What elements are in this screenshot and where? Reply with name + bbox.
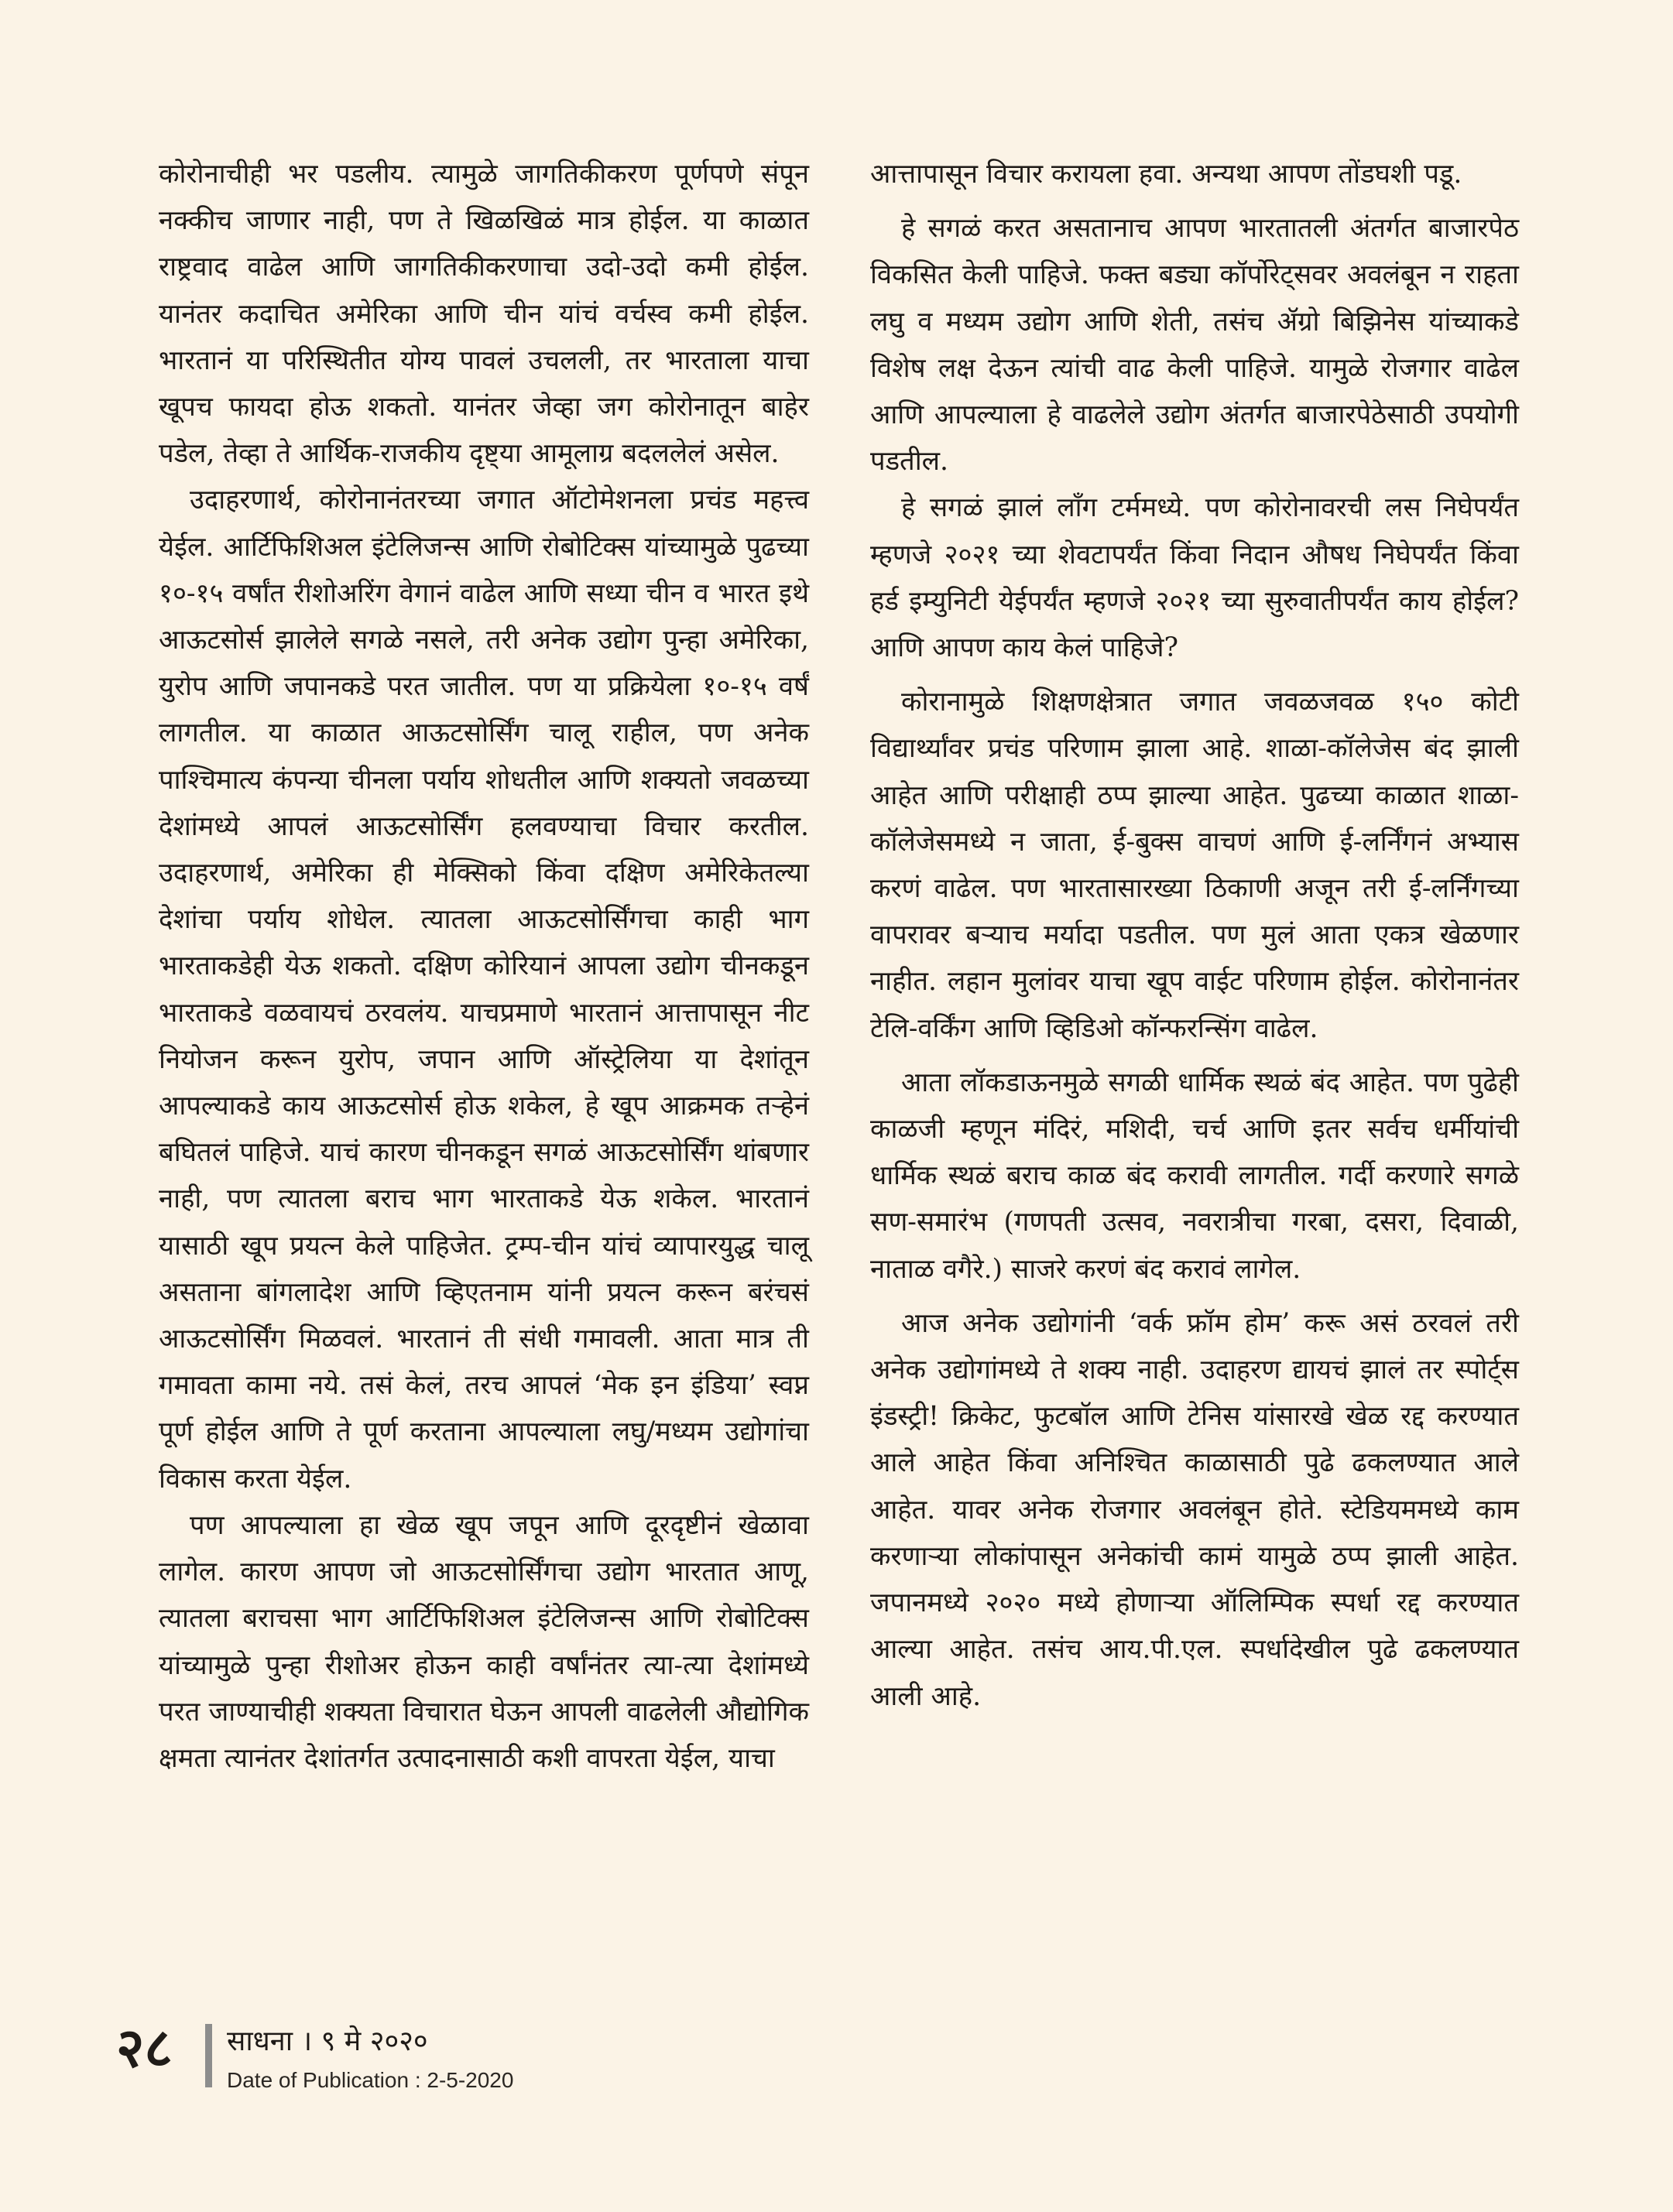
footer-divider	[205, 2024, 212, 2087]
paragraph: कोरानामुळे शिक्षणक्षेत्रात जगात जवळजवळ १५० कोटी विद्यार्थ्यांवर प्रचंड परिणाम झाला आहे. शाळा-कॉलेजेस बंद झाली आहेत आणि परीक्षाही ठप्प झाल्या आहेत. पुढच्या काळात शाळा-कॉलेजेसमध्ये न जाता, ई-बुक्स वाचणं आणि ई-लर्निंगनं अभ्यास करणं वाढेल. पण भारतासारख्या ठिकाणी अजून तरी ई-लर्निंगच्या वापरावर बऱ्याच मर्यादा पडतील. पण मुलं आता एकत्र खेळणार नाहीत. लहान मुलांवर याचा खूप वाईट परिणाम होईल. कोरोनानंतर टेलि-वर्किंग आणि व्हिडिओ कॉन्फरन्सिंग वाढेल.	[870, 687, 1519, 1044]
paragraph: हे सगळं झालं लाँग टर्ममध्ये. पण कोरोनावरची लस निघेपर्यंत म्हणजे २०२१ च्या शेवटापर्यंत किंवा निदान औषध निघेपर्यंत किंवा हर्ड इम्युनिटी येईपर्यंत म्हणजे २०२१ च्या सुरुवातीपर्यंत काय होईल? आणि आपण काय केलं पाहिजे?	[870, 492, 1519, 664]
left-column	[159, 151, 809, 1782]
publication-date: Date of Publication : 2-5-2020	[227, 2068, 514, 2092]
paragraph: उदाहरणार्थ, कोरोनानंतरच्या जगात ऑटोमेशनला प्रचंड महत्त्व येईल. आर्टिफिशिअल इंटेलिजन्स आणि रोबोटिक्स यांच्यामुळे पुढच्या १०-१५ वर्षांत रीशोअरिंग वेगानं वाढेल आणि सध्या चीन व भारत इथे आऊटसोर्स झालेले सगळे नसले, तरी अनेक उद्योग पुन्हा अमेरिका, युरोप आणि जपानकडे परत जातील. पण या प्रक्रियेला १०-१५ वर्षं लागतील. या काळात आऊटसोर्सिंग चालू राहील, पण अनेक पाश्चिमात्य कंपन्या चीनला पर्याय शोधतील आणि शक्यतो जवळच्या देशांमध्ये आपलं आऊटसोर्सिंग हलवण्याचा विचार करतील. उदाहरणार्थ, अमेरिका ही मेक्सिको किंवा दक्षिण अमेरिकेतल्या देशांचा पर्याय शोधेल. त्यातला आऊटसोर्सिंगचा काही भाग भारताकडेही येऊ शकतो. दक्षिण कोरियानं आपला उद्योग चीनकडून भारताकडे वळवायचं ठरवलंय. याचप्रमाणे भारतानं आत्तापासून नीट नियोजन करून युरोप, जपान आणि ऑस्ट्रेलिया या देशांतून आपल्याकडे काय आऊटसोर्स होऊ शकेल, हे खूप आक्रमक तऱ्हेनं बघितलं पाहिजे. याचं कारण चीनकडून सगळं आऊटसोर्सिंग थांबणार नाही, पण त्यातला बराच भाग भारताकडे येऊ शकेल. भारतानं यासाठी खूप प्रयत्न केले पाहिजेत. ट्रम्प-चीन यांचं व्यापारयुद्ध चालू असताना बांगलादेश आणि व्हिएतनाम यांनी प्रयत्न करून बरंचसं आऊटसोर्सिंग मिळवलं. भारतानं ती संधी गमावली. आता मात्र ती गमावता कामा नये. तसं केलं, तरच आपलं ‘मेक इन इंडिया’ स्वप्न पूर्ण होईल आणि ते पूर्ण करताना आपल्याला लघु/मध्यम उद्योगांचा विकास करता येईल.	[159, 485, 809, 1495]
issue-line: साधना । ९ मे २०२०	[227, 2025, 428, 2057]
paragraph: आत्तापासून विचार करायला हवा. अन्यथा आपण तोंडघशी पडू.	[870, 159, 1462, 190]
paragraph: हे सगळं करत असतानाच आपण भारतातली अंतर्गत बाजारपेठ विकसित केली पाहिजे. फक्त बड्या कॉर्पोरेट्सवर अवलंबून न राहता लघु व मध्यम उद्योग आणि शेती, तसंच ॲग्रो बिझिनेस यांच्याकडे विशेष लक्ष देऊन त्यांची वाढ केली पाहिजे. यामुळे रोजगार वाढेल आणि आपल्याला हे वाढलेले उद्योग अंतर्गत बाजारपेठेसाठी उपयोगी पडतील.	[870, 213, 1519, 478]
page-number: २८	[116, 2015, 173, 2080]
paragraph: कोरोनाचीही भर पडलीय. त्यामुळे जागतिकीकरण पूर्णपणे संपून नक्कीच जाणार नाही, पण ते खिळखिळं मात्र होईल. या काळात राष्ट्रवाद वाढेल आणि जागतिकीकरणाचा उदो-उदो कमी होईल. यानंतर कदाचित अमेरिका आणि चीन यांचं वर्चस्व कमी होईल. भारतानं या परिस्थितीत योग्य पावलं उचलली, तर भारताला याचा खूपच फायदा होऊ शकतो. यानंतर जेव्हा जग कोरोनातून बाहेर पडेल, तेव्हा ते आर्थिक-राजकीय दृष्ट्या आमूलाग्र बदललेलं असेल.	[159, 159, 809, 470]
right-column	[870, 151, 1519, 1720]
paragraph: आता लॉकडाऊनमुळे सगळी धार्मिक स्थळं बंद आहेत. पण पुढेही काळजी म्हणून मंदिरं, मशिदी, चर्च आणि इतर सर्वच धर्मीयांची धार्मिक स्थळं बराच काळ बंद करावी लागतील. गर्दी करणारे सगळे सण-समारंभ (गणपती उत्सव, नवरात्रीचा गरबा, दसरा, दिवाळी, नाताळ वगैरे.) साजरे करणं बंद करावं लागेल.	[870, 1067, 1519, 1285]
paragraph: आज अनेक उद्योगांनी ‘वर्क फ्रॉम होम’ करू असं ठरवलं तरी अनेक उद्योगांमध्ये ते शक्य नाही. उदाहरण द्यायचं झालं तर स्पोर्ट्स इंडस्ट्री! क्रिकेट, फुटबॉल आणि टेनिस यांसारखे खेळ रद्द करण्यात आले आहेत किंवा अनिश्चित काळासाठी पुढे ढकलण्यात आले आहेत. यावर अनेक रोजगार अवलंबून होते. स्टेडियममध्ये काम करणाऱ्या लोकांपासून अनेकांची कामं यामुळे ठप्प झाली आहेत. जपानमध्ये २०२० मध्ये होणाऱ्या ऑलिम्पिक स्पर्धा रद्द करण्यात आल्या आहेत. तसंच आय.पी.एल. स्पर्धादेखील पुढे ढकलण्यात आली आहे.	[870, 1307, 1519, 1712]
paragraph: पण आपल्याला हा खेळ खूप जपून आणि दूरदृष्टीनं खेळावा लागेल. कारण आपण जो आऊटसोर्सिंगचा उद्योग भारतात आणू, त्यातला बराचसा भाग आर्टिफिशिअल इंटेलिजन्स आणि रोबोटिक्स यांच्यामुळे पुन्हा रीशोअर होऊन काही वर्षांनंतर त्या-त्या देशांमध्ये परत जाण्याचीही शक्यता विचारात घेऊन आपली वाढलेली औद्योगिक क्षमता त्यानंतर देशांतर्गत उत्पादनासाठी कशी वापरता येईल, याचा	[159, 1509, 809, 1774]
